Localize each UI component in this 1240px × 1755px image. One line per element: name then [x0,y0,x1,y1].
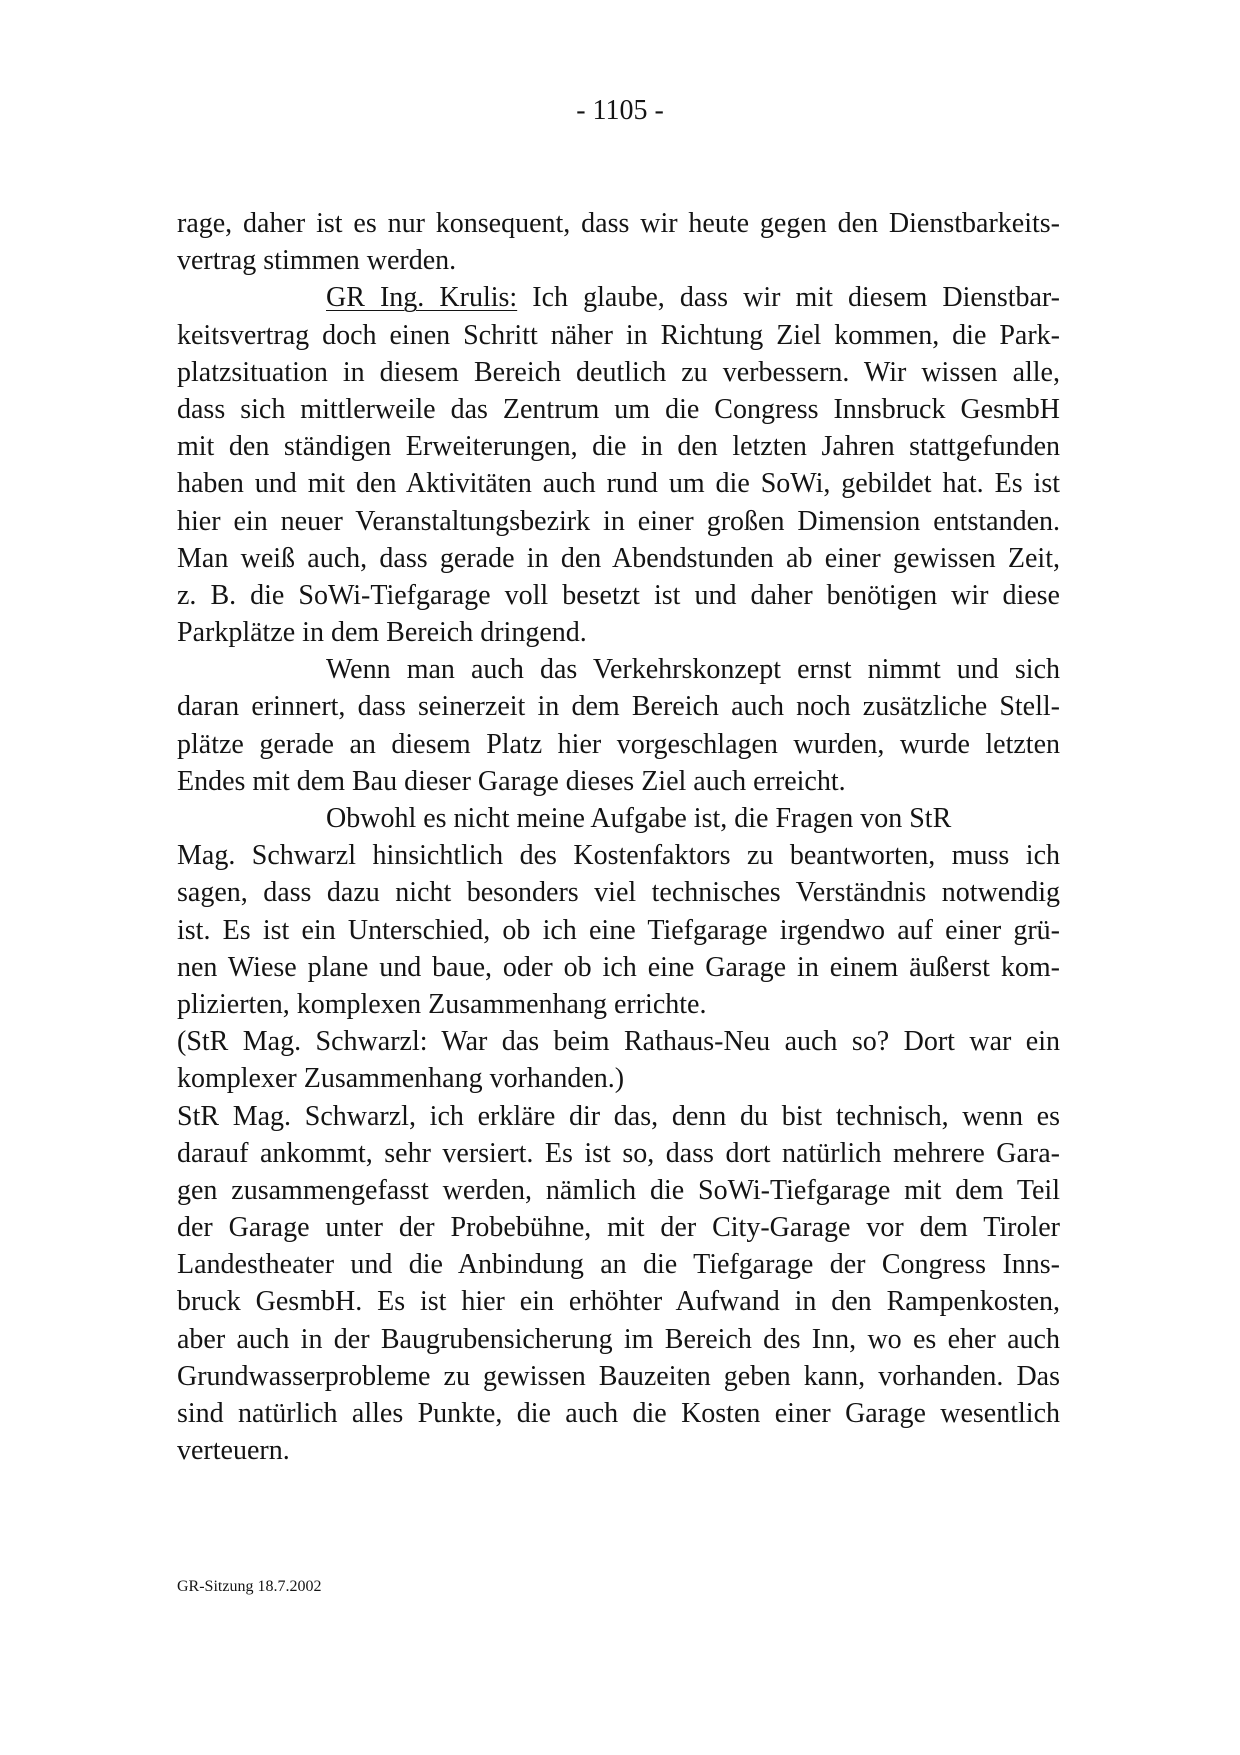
text-line: Mag. Schwarzl hinsichtlich des Kostenfaktors zu beantworten, muss ich [177,840,1060,872]
text-line: sagen, dass dazu nicht besonders viel technisches Verständnis notwendig [177,877,1060,909]
text-line: Obwohl es nicht meine Aufgabe ist, die Fragen von StR [326,803,952,834]
text-line: sind natürlich alles Punkte, die auch die Kosten einer Garage wesentlich [177,1398,1060,1429]
text-line: (StR Mag. Schwarzl: War das beim Rathaus-Neu auch so? Dort war ein [177,1026,1060,1058]
page-number: - 1105 - [576,95,664,126]
text-line: vertrag stimmen werden. [177,245,457,277]
paragraph [177,205,1060,279]
paragraph [177,651,1060,800]
text-line: aber auch in der Baugrubensicherung im Bereich des Inn, wo es eher auch [177,1323,1060,1355]
text-line: haben und mit den Aktivitäten auch rund um die SoWi, gebildet hat. Es ist [177,468,1060,500]
text-line: komplexer Zusammenhang vorhanden.) [177,1063,625,1095]
text-line: verteuern. [177,1435,290,1467]
text-line: nen Wiese plane und baue, oder ob ich eine Garage in einem äußerst kom- [177,951,1060,983]
text-line: mit den ständigen Erweiterungen, die in den letzten Jahren stattgefunden [177,431,1060,463]
paragraph [177,1098,1060,1470]
speaker-name: GR Ing. Krulis: [326,282,518,314]
text-line: StR Mag. Schwarzl, ich erkläre dir das, denn du bist technisch, wenn es [177,1100,1060,1132]
text-line: Parkplätze in dem Bereich dringend. [177,617,587,649]
text-line: Landestheater und die Anbindung an die Tiefgarage der Congress Inns- [177,1249,1060,1281]
text-line: Wenn man auch das Verkehrskonzept ernst nimmt und sich [326,654,1060,686]
text-line: hier ein neuer Veranstaltungsbezirk in einer großen Dimension entstanden. [177,505,1060,537]
transcript-body [177,205,1060,1469]
text-line: bruck GesmbH. Es ist hier ein erhöhter Aufwand in den Rampenkosten, [177,1286,1060,1318]
text-line: Endes mit dem Bau dieser Garage dieses Ziel auch erreicht. [177,765,846,797]
text-line: daran erinnert, dass seinerzeit in dem Bereich auch noch zusätzliche Stell- [177,691,1060,723]
text-line: plizierten, komplexen Zusammenhang errichte. [177,988,707,1020]
text-line: darauf ankommt, sehr versiert. Es ist so, dass dort natürlich mehrere Gara- [177,1137,1060,1169]
text-line: plätze gerade an diesem Platz hier vorgeschlagen wurden, wurde letzten [177,728,1060,760]
paragraph [177,800,1060,1023]
interjection [177,1023,1060,1097]
text-fragment: Ich glaube, dass wir mit diesem Dienstbar- [517,282,1061,314]
text-line: rage, daher ist es nur konsequent, dass wir heute gegen den Dienstbarkeits- [177,208,1060,239]
paragraph [177,279,1060,651]
text-line: gen zusammengefasst werden, nämlich die SoWi-Tiefgarage mit dem Teil [177,1174,1060,1206]
text-line: keitsvertrag doch einen Schritt näher in Richtung Ziel kommen, die Park- [177,319,1060,351]
speaker-line [177,279,1060,316]
page-footer: GR-Sitzung 18.7.2002 [177,1578,322,1595]
text-line: ist. Es ist ein Unterschied, ob ich eine Tiefgarage irgendwo auf einer grü- [177,914,1060,946]
text-line: der Garage unter der Probebühne, mit der City-Garage vor dem Tiroler [177,1212,1060,1244]
text-line: Man weiß auch, dass gerade in den Abendstunden ab einer gewissen Zeit, [177,542,1060,574]
text-line: Grundwasserprobleme zu gewissen Bauzeiten geben kann, vorhanden. Das [177,1360,1060,1392]
text-line: dass sich mittlerweile das Zentrum um die Congress Innsbruck GesmbH [177,393,1060,425]
text-line: z. B. die SoWi-Tiefgarage voll besetzt ist und daher benötigen wir diese [177,579,1060,611]
text-line: platzsituation in diesem Bereich deutlich zu verbessern. Wir wissen alle, [177,356,1060,388]
